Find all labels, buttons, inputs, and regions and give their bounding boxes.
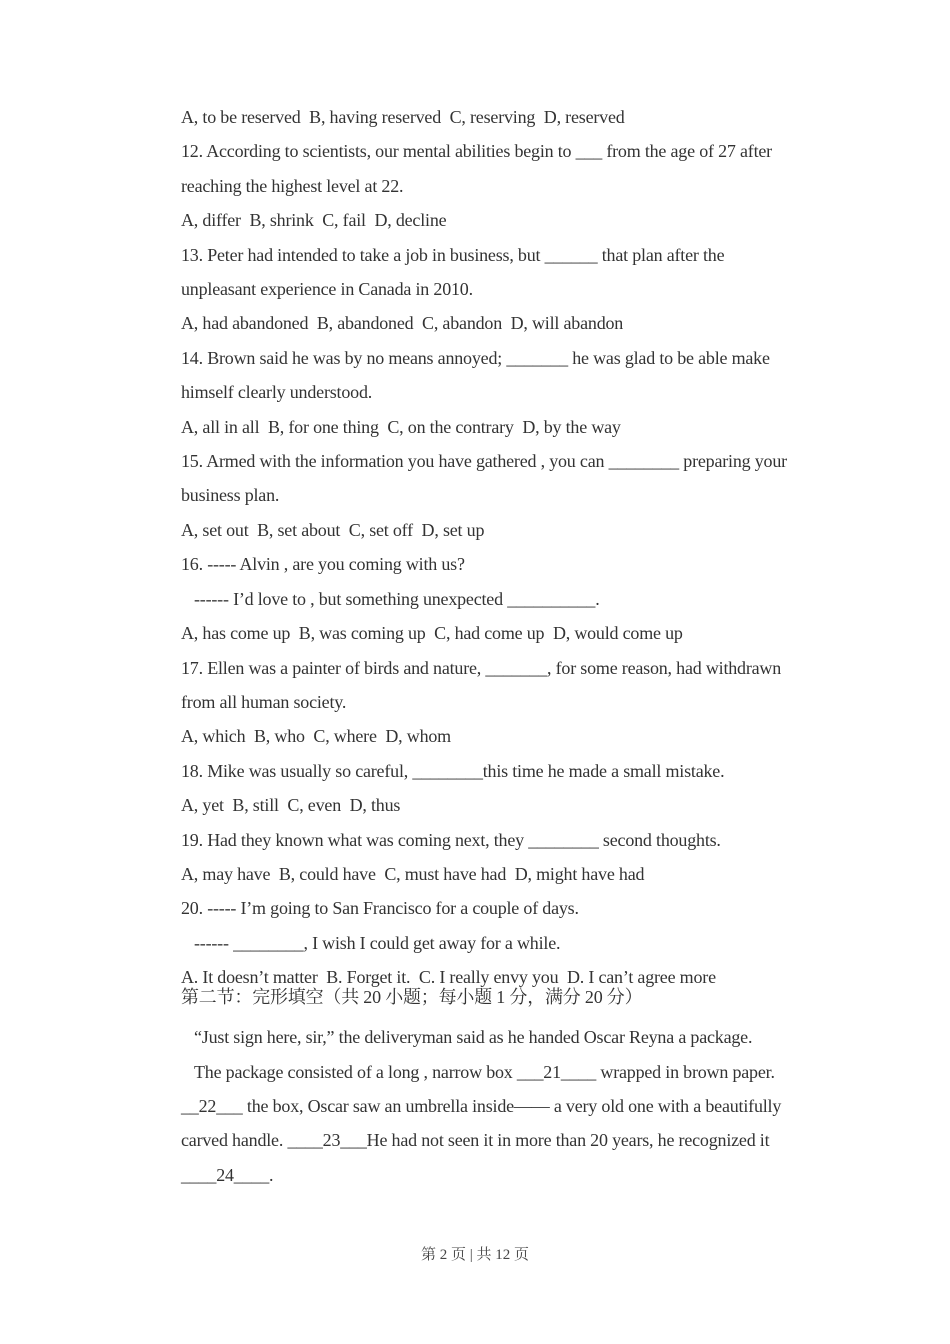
q12-stem-line-2: reaching the highest level at 22.: [181, 175, 404, 196]
q16-stem-line-2: ------ I’d love to , but something unexpected __________.: [194, 588, 600, 609]
q19-options-line: A, may have B, could have C, must have had D, might have had: [181, 863, 645, 884]
q19-stem-line: 19. Had they known what was coming next, they ________ second thoughts.: [181, 829, 721, 850]
q17-stem-line-2: from all human society.: [181, 691, 347, 712]
q12-stem-line-1: 12. According to scientists, our mental abilities begin to ___ from the age of 27 after: [181, 141, 772, 162]
q14-options-line: A, all in all B, for one thing C, on the contrary D, by the way: [181, 416, 621, 437]
q14-stem-line-2: himself clearly understood.: [181, 382, 373, 403]
q15-stem-line-2: business plan.: [181, 485, 280, 506]
q20-stem-line-1: 20. ----- I’m going to San Francisco for a couple of days.: [181, 898, 579, 919]
cloze-line-4: carved handle. ____23___He had not seen it in more than 20 years, he recognized it: [181, 1130, 770, 1151]
q18-options-line: A, yet B, still C, even D, thus: [181, 795, 401, 816]
cloze-line-1: “Just sign here, sir,” the deliveryman said as he handed Oscar Reyna a package.: [194, 1027, 753, 1048]
q20-options-line: A. It doesn’t matter B. Forget it. C. I really envy you D. I can’t agree more: [181, 967, 716, 988]
q18-stem-line: 18. Mike was usually so careful, ________this time he made a small mistake.: [181, 760, 725, 781]
page-footer: 第 2 页 | 共 12 页: [420, 1247, 529, 1263]
section2-header: 第二节：完形填空（共 20 小题；每小题 1 分，满分 20 分）: [181, 987, 643, 1008]
exam-content: [181, 100, 821, 1192]
cloze-line-3: __22___ the box, Oscar saw an umbrella inside—— a very old one with a beautifully: [181, 1095, 782, 1116]
q16-stem-line-1: 16. ----- Alvin , are you coming with us?: [181, 554, 465, 575]
q13-stem-line-1: 13. Peter had intended to take a job in business, but ______ that plan after the: [181, 244, 725, 265]
q11-options-line: A, to be reserved B, having reserved C, reserving D, reserved: [181, 107, 625, 127]
q13-options-line: A, had abandoned B, abandoned C, abandon D, will abandon: [181, 313, 624, 334]
q16-options-line: A, has come up B, was coming up C, had come up D, would come up: [181, 623, 683, 644]
q13-stem-line-2: unpleasant experience in Canada in 2010.: [181, 279, 473, 300]
q14-stem-line-1: 14. Brown said he was by no means annoyed; _______ he was glad to be able make: [181, 347, 770, 368]
q17-options-line: A, which B, who C, where D, whom: [181, 726, 451, 747]
cloze-line-2: The package consisted of a long , narrow box ___21____ wrapped in brown paper.: [194, 1061, 775, 1082]
q17-stem-line-1: 17. Ellen was a painter of birds and nature, _______, for some reason, had withdrawn: [181, 657, 782, 678]
q15-options-line: A, set out B, set about C, set off D, set up: [181, 519, 485, 540]
q12-options-line: A, differ B, shrink C, fail D, decline: [181, 210, 447, 231]
cloze-line-5: ____24____.: [181, 1164, 274, 1185]
q20-stem-line-2: ------ ________, I wish I could get away for a while.: [194, 932, 561, 953]
q15-stem-line-1: 15. Armed with the information you have gathered , you can ________ preparing your: [181, 451, 787, 472]
